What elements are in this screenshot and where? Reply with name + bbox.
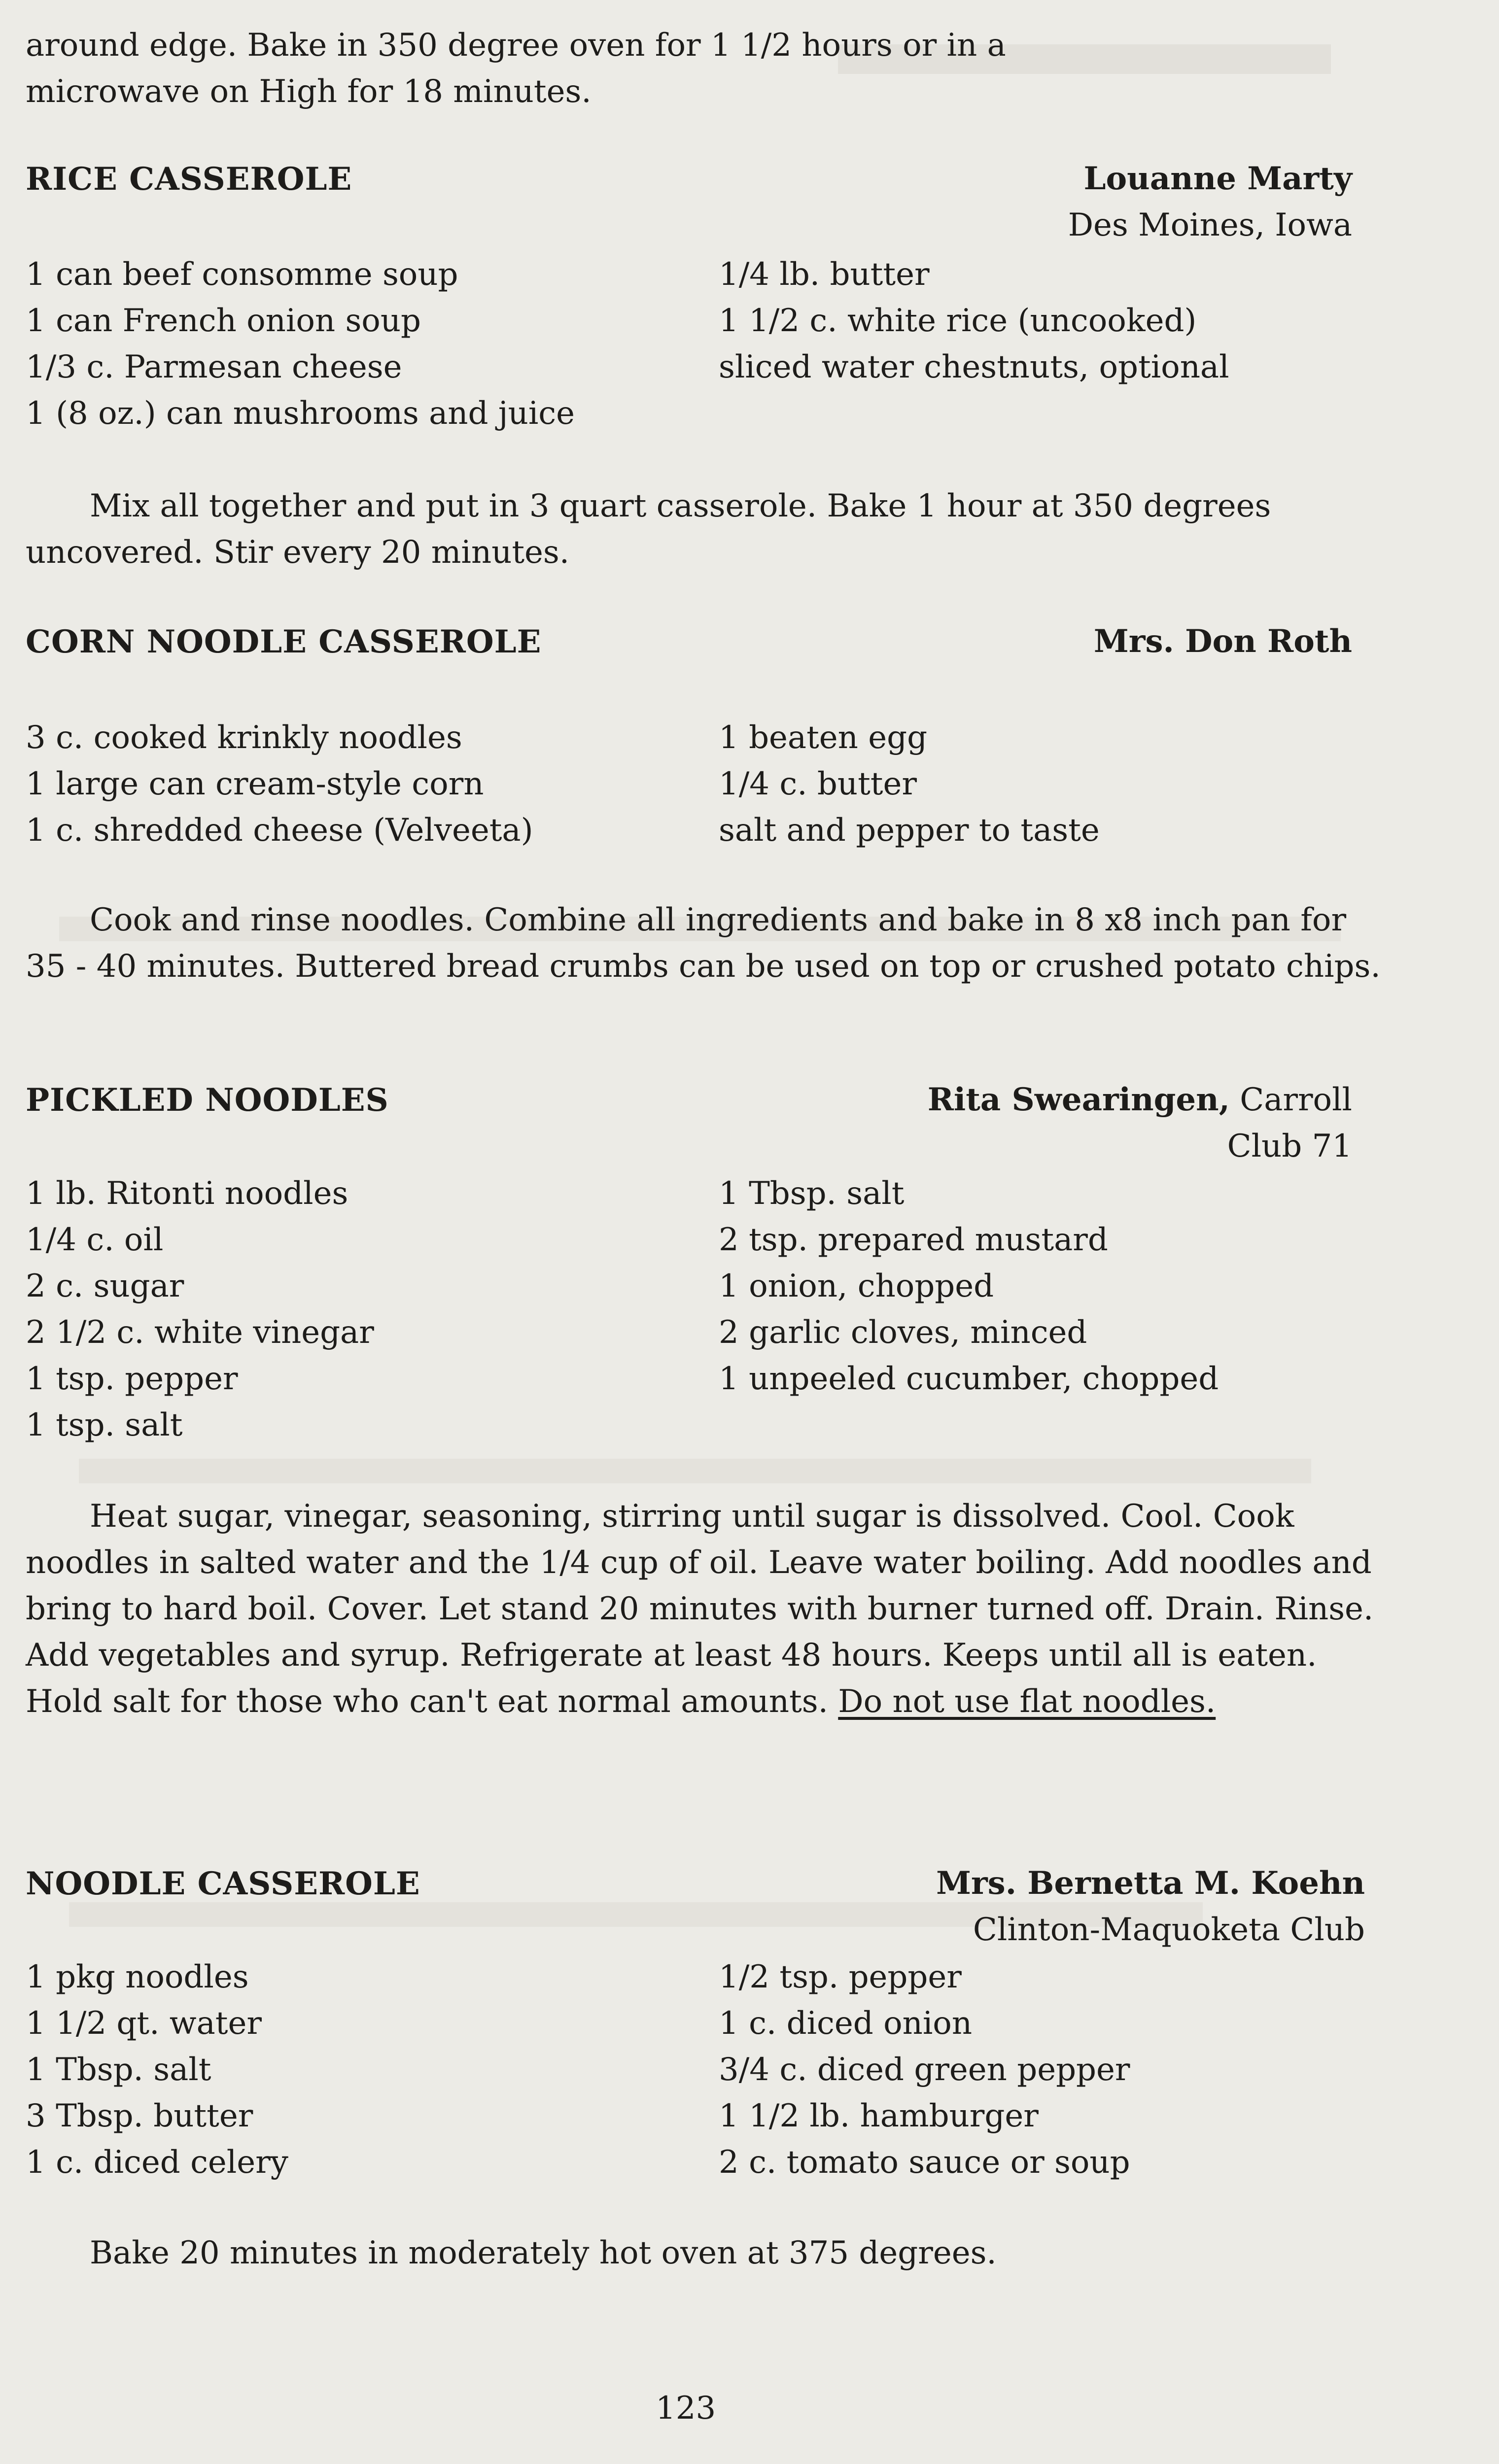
ingredient: 1 (8 oz.) can mushrooms and juice: [26, 395, 575, 432]
ingredients-right: [719, 1954, 1130, 2186]
ingredient: 1/4 lb. butter: [719, 256, 930, 293]
ingredient: 1/2 tsp. pepper: [719, 1959, 962, 1995]
directions-text: Mix all together and put in 3 quart casserole. Bake 1 hour at 350 degrees uncovered. Stir every 20 minutes.: [26, 488, 1271, 571]
ingredients-right: [719, 715, 1100, 854]
ingredient: 2 c. sugar: [26, 1268, 184, 1304]
ingredient: 1 can French onion soup: [26, 303, 421, 339]
directions-text: Cook and rinse noodles. Combine all ingredients and bake in 8 x8 inch pan for 35 - 40 minutes. Buttered bread crumbs can be used on top or crushed potato chips.: [26, 902, 1381, 985]
directions-text: Heat sugar, vinegar, seasoning, stirring until sugar is dissolved. Cool. Cook noodles in salted water and the 1/4 cup of oil. Leave water boiling. Add noodles and bring to hard boil. Cover. Let stand 20 minutes with burner turned off. Drain. Rinse. Add vegetables and syrup. Refrigerate at least 48 hours. Keeps until all is eaten. Hold salt for those who can't eat normal amounts.: [26, 1498, 1374, 1720]
ingredients-right: [719, 1170, 1219, 1402]
ingredient: 2 1/2 c. white vinegar: [26, 1314, 374, 1351]
recipe-title: CORN NOODLE CASSEROLE: [26, 623, 542, 660]
directions-text: Bake 20 minutes in moderately hot oven at 375 degrees.: [90, 2235, 997, 2271]
ingredient: 1 beaten egg: [719, 719, 928, 756]
ingredient: 3 c. cooked krinkly noodles: [26, 719, 462, 756]
ingredients-left: [26, 251, 575, 437]
ingredient: 3 Tbsp. butter: [26, 2098, 253, 2134]
author-name: Mrs. Don Roth: [1093, 623, 1352, 660]
ingredient: 1 c. diced celery: [26, 2144, 288, 2181]
ingredient: salt and pepper to taste: [719, 812, 1100, 849]
ingredient: 1 c. diced onion: [719, 2005, 973, 2042]
ingredient: 1 c. shredded cheese (Velveeta): [26, 812, 533, 849]
ingredient: 1 lb. Ritonti noodles: [26, 1175, 349, 1212]
recipe-author: [928, 1077, 1352, 1169]
author-name: Rita Swearingen,: [927, 1081, 1230, 1118]
ingredient: 1 onion, chopped: [719, 1268, 994, 1304]
ingredients-left: [26, 715, 533, 854]
recipe-directions: [26, 2230, 1396, 2276]
recipe-directions: [26, 1493, 1396, 1725]
ingredient: 1 tsp. pepper: [26, 1361, 238, 1397]
ingredient: 1/3 c. Parmesan cheese: [26, 349, 402, 385]
ingredient: 1 pkg noodles: [26, 1959, 249, 1995]
recipe-title: RICE CASSEROLE: [26, 161, 352, 198]
ingredient: 2 tsp. prepared mustard: [719, 1222, 1108, 1258]
directions-emphasis: Do not use flat noodles.: [838, 1683, 1216, 1720]
ingredient: 1 can beef consomme soup: [26, 256, 458, 293]
ingredient: 1 large can cream-style corn: [26, 766, 484, 802]
ingredient: 1 Tbsp. salt: [719, 1175, 905, 1212]
recipe-title: NOODLE CASSEROLE: [26, 1865, 420, 1902]
ingredient: 1 unpeeled cucumber, chopped: [719, 1361, 1219, 1397]
page-number: 123: [656, 2390, 716, 2427]
author-name: Louanne Marty: [1083, 160, 1352, 197]
author-place: Carroll: [1240, 1082, 1352, 1118]
ingredients-right: [719, 251, 1229, 390]
ingredient: sliced water chestnuts, optional: [719, 349, 1229, 385]
recipe-title: PICKLED NOODLES: [26, 1082, 389, 1119]
author-club: Club 71: [1227, 1128, 1352, 1164]
author-place: Clinton-Maquoketa Club: [973, 1912, 1365, 1948]
ingredient: 1/4 c. oil: [26, 1222, 164, 1258]
recipe-author: [936, 1860, 1365, 1953]
ingredient: 1 tsp. salt: [26, 1407, 183, 1443]
recipe-author: [1094, 618, 1352, 665]
ingredient: 1/4 c. butter: [719, 766, 917, 802]
ingredient: 1 1/2 c. white rice (uncooked): [719, 303, 1197, 339]
intro-line-2: microwave on High for 18 minutes.: [26, 73, 592, 110]
author-name: Mrs. Bernetta M. Koehn: [936, 1865, 1365, 1902]
ingredients-left: [26, 1954, 288, 2186]
ingredient: 2 c. tomato sauce or soup: [719, 2144, 1130, 2181]
recipe-author: [1068, 156, 1352, 248]
recipe-directions: [26, 897, 1396, 990]
ingredient: 1 1/2 qt. water: [26, 2005, 262, 2042]
intro-line-1: around edge. Bake in 350 degree oven for 1 1/2 hours or in a: [26, 27, 1006, 64]
ingredient: 2 garlic cloves, minced: [719, 1314, 1087, 1351]
recipe-directions: [26, 483, 1396, 576]
author-place: Des Moines, Iowa: [1068, 207, 1352, 243]
ingredient: 1 1/2 lb. hamburger: [719, 2098, 1039, 2134]
ingredient: 1 Tbsp. salt: [26, 2052, 211, 2088]
ingredient: 3/4 c. diced green pepper: [719, 2052, 1130, 2088]
ingredients-left: [26, 1170, 374, 1448]
